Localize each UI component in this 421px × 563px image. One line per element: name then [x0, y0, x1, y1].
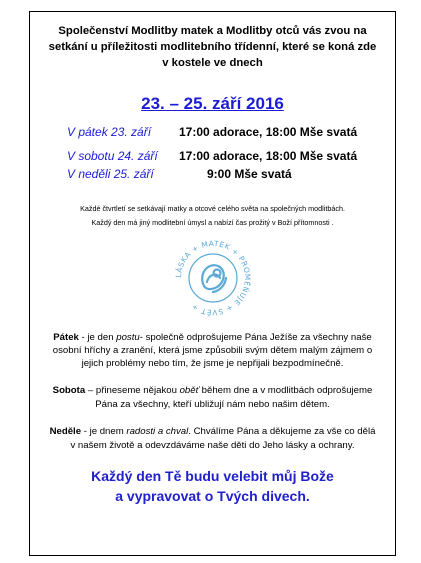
sunday-line-1: Neděle - je dnem radosti a chval. Chválíme Pána a děkujeme za vše co dělá: [49, 426, 376, 437]
flyer-frame: [29, 11, 396, 556]
closing-line-2: a vypravovat o Tvých divech.: [115, 488, 310, 504]
closing-line-1: Každý den Tě budu velebit můj Bože: [91, 468, 334, 484]
svg-text:LÁSKA + MATEK + PROMĚŇUJE + SV: LÁSKA + MATEK + PROMĚŇUJE + SVĚT +: [173, 238, 253, 318]
saturday-label: Sobota: [52, 385, 86, 396]
info-line-2: Každý den má jiný modlitební úmysl a nabízí čas prožitý v Boží přítomnosti .: [91, 218, 334, 227]
schedule-day-1: V pátek 23. září: [67, 125, 152, 139]
saturday-line-1: Sobota – přineseme nějakou oběť během dne a v modlitbách odprošujeme: [52, 385, 373, 396]
schedule-time-3: 9:00 Mše svatá: [207, 167, 292, 181]
info-line-1: Každé čtvrtletí se setkávají matky a otcové celého světa na společných modlitbách.: [80, 204, 345, 213]
sunday-line-2: v našem životě a odevzdáváme naše děti do Jeho lásky a ochrany.: [70, 440, 355, 451]
friday-line-3: jejich problémy nebo tím, že jsme je nepřijali bezpodmínečně.: [81, 358, 344, 369]
friday-line-1: Pátek - je den postu- společně odprošujeme Pána Ježíše za všechny naše: [53, 332, 372, 343]
intro-line-1: Společenství Modlitby matek a Modlitby otců vás zvou na: [58, 25, 367, 37]
friday-line-2: osobní hříchy a zranění, která jsme způsobili svým dětem malým zájmem o: [52, 345, 373, 356]
schedule-day-3: V neděli 25. září: [67, 167, 154, 181]
intro-line-3: v kostele ve dnech: [162, 57, 263, 69]
sunday-label: Neděle: [49, 426, 82, 437]
schedule-time-1: 17:00 adorace, 18:00 Mše svatá: [179, 125, 358, 139]
schedule-day-2: V sobotu 24. září: [67, 149, 158, 163]
intro-line-2: setkání u příležitosti modlitebního třídenní, které se koná zde: [48, 41, 377, 53]
friday-label: Pátek: [53, 332, 79, 343]
love-of-mothers-logo: [173, 238, 253, 318]
saturday-line-2: Pána za všechny, kteří ubližují nám nebo našim dětem.: [95, 399, 330, 410]
event-dates: 23. – 25. září 2016: [141, 94, 284, 113]
schedule-time-2: 17:00 adorace, 18:00 Mše svatá: [179, 149, 358, 163]
